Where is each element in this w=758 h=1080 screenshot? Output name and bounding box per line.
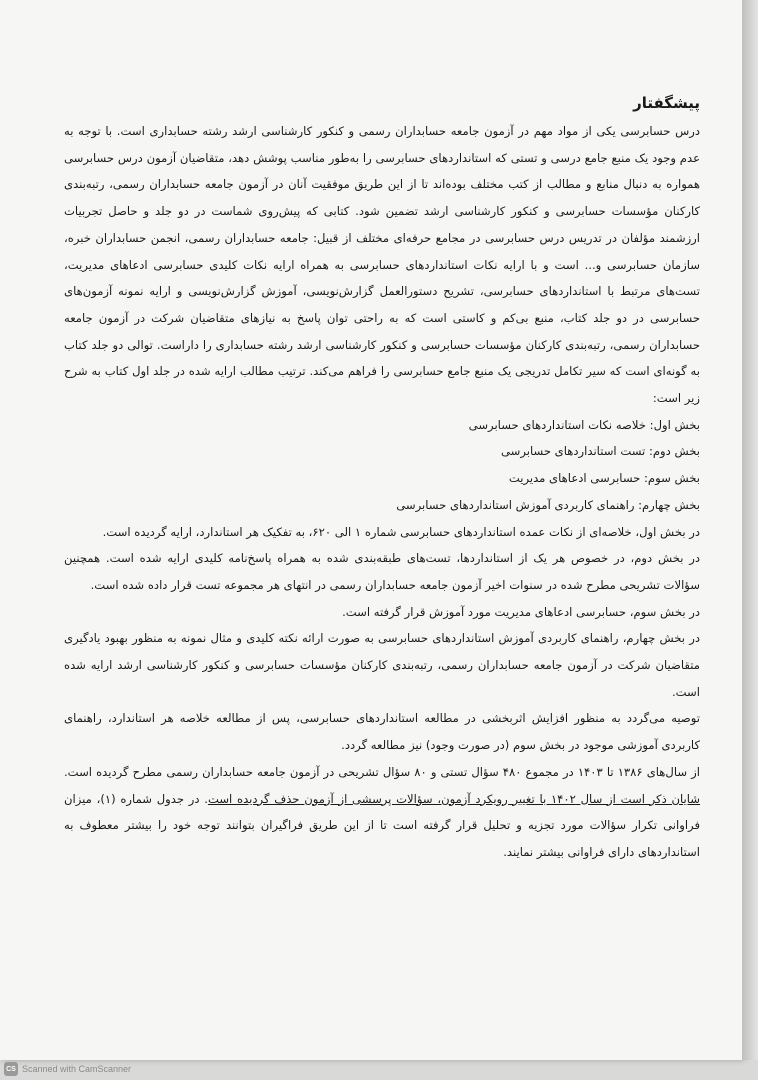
final-paragraph <box>64 759 700 866</box>
underlined-note: شایان ذکر است از سال ۱۴۰۲ با تغییر رویکرد آزمون، سؤالات پرسشی از آزمون حذف گردیده است <box>207 791 700 806</box>
part4-paragraph: در بخش چهارم، راهنمای کاربردی آموزش استانداردهای حسابرسی به صورت ارائه نکته کلیدی و مثال نمونه به منظور بهبود یادگیری متقاضیان شرکت در آزمون جامعه حسابداران رسمی، رتبه‌بندی کارکنان مؤسسات حسابرسی و کنکور کارشناسی ارشد ارایه شده است. <box>64 631 700 699</box>
final-paragraph-start: از سال‌های ۱۳۸۶ تا ۱۴۰۳ در مجموع ۴۸۰ سؤال تستی و ۸۰ سؤال تشریحی در آزمون جامعه حسابداران رسمی مطرح گردیده است. <box>64 764 701 779</box>
section-item-4: بخش چهارم: راهنمای کاربردی آموزش استانداردهای حسابرسی <box>396 497 700 512</box>
scan-edge <box>742 0 758 1060</box>
scanner-text: Scanned with CamScanner <box>22 1064 132 1074</box>
part2-paragraph: در بخش دوم، در خصوص هر یک از استانداردها، تست‌های طبقه‌بندی شده به همراه پاسخ‌نامه کلیدی ارایه شده است. همچنین سؤالات تشریحی مطرح شده در سنوات اخیر آزمون جامعه حسابداران رسمی در انتهای هر مجموعه تست قرار داده شده است. <box>64 551 700 592</box>
final-paragraph-end: . در جدول شماره (۱)، میزان فراوانی تکرار سؤالات مورد تجزیه و تحلیل قرار گرفته است تا از این طریق فراگیران بتوانند توجه خود را بیشتر معطوف به استانداردهای دارای فراوانی بیشتر نمایند. <box>64 791 700 859</box>
part3-paragraph: در بخش سوم، حسابرسی ادعاهای مدیریت مورد آموزش قرار گرفته است. <box>342 604 700 619</box>
page-heading: پیشگفتار <box>633 94 700 112</box>
camscanner-logo-icon: CS <box>4 1062 18 1076</box>
section-item-1: بخش اول: خلاصه نکات استانداردهای حسابرسی <box>468 417 700 432</box>
document-body <box>64 88 700 866</box>
section-item-3: بخش سوم: حسابرسی ادعاهای مدیریت <box>508 471 700 486</box>
part1-paragraph: در بخش اول، خلاصه‌ای از نکات عمده استانداردهای حسابرسی شماره ۱ الی ۶۲۰، به تفکیک هر استاندارد، ارایه گردیده است. <box>102 524 700 539</box>
scanner-watermark <box>4 1061 131 1077</box>
recommendation-paragraph: توصیه می‌گردد به منظور افزایش اثربخشی در مطالعه استانداردهای حسابرسی، پس از مطالعه خلاصه هر استاندارد، راهنمای کاربردی آموزشی موجود در بخش سوم (در صورت وجود) نیز مطالعه گردد. <box>64 711 700 753</box>
intro-paragraph: درس حسابرسی یکی از مواد مهم در آزمون جامعه حسابداران رسمی و کنکور کارشناسی ارشد رشته حسابداری است. با توجه به عدم وجود یک منبع جامع درسی و تستی که استانداردهای حسابرسی را به‌طور مناسب پوشش دهد، متقاضیان آزمون درس حسابرسی همواره به دنبال منابع و مطالب از کتب مختلف بوده‌اند تا از این طریق موفقیت آنان در آزمون جامعه حسابداران رسمی، رتبه‌بندی کارکنان مؤسسات حسابرسی و کنکور کارشناسی ارشد تضمین شود. کتابی که پیش‌روی شماست در دو جلد و حاصل تجربیات ارزشمند مؤلفان در تدریس درس حسابرسی در مجامع حرفه‌ای مختلف از قبیل: جامعه حسابداران رسمی، انجمن حسابداران خبره، سازمان حسابرسی و... است و با ارایه نکات استانداردهای حسابرسی به همراه ارایه نکات کلیدی حسابرسی ادعاهای مدیریت، تست‌های مرتبط با استانداردهای حسابرسی، تشریح دستورالعمل گزارش‌نویسی، آموزش گزارش‌نویسی و ارایه نمونه آزمون‌های حسابرسی در دو جلد کتاب، منبع بی‌کم و کاستی است که به راحتی توان پاسخ به نیازهای متقاضیان شرکت در آزمون جامعه حسابداران رسمی، رتبه‌بندی کارکنان مؤسسات حسابرسی و کنکور کارشناسی ارشد رشته حسابداری را داراست. توالی دو جلد کتاب به گونه‌ای است که سیر تکامل تدریجی یک منبع جامع حسابرسی را فراهم می‌کند. ترتیب مطالب ارایه شده در جلد اول کتاب به شرح زیر است: <box>64 124 700 406</box>
section-item-2: بخش دوم: تست استانداردهای حسابرسی <box>500 444 700 459</box>
